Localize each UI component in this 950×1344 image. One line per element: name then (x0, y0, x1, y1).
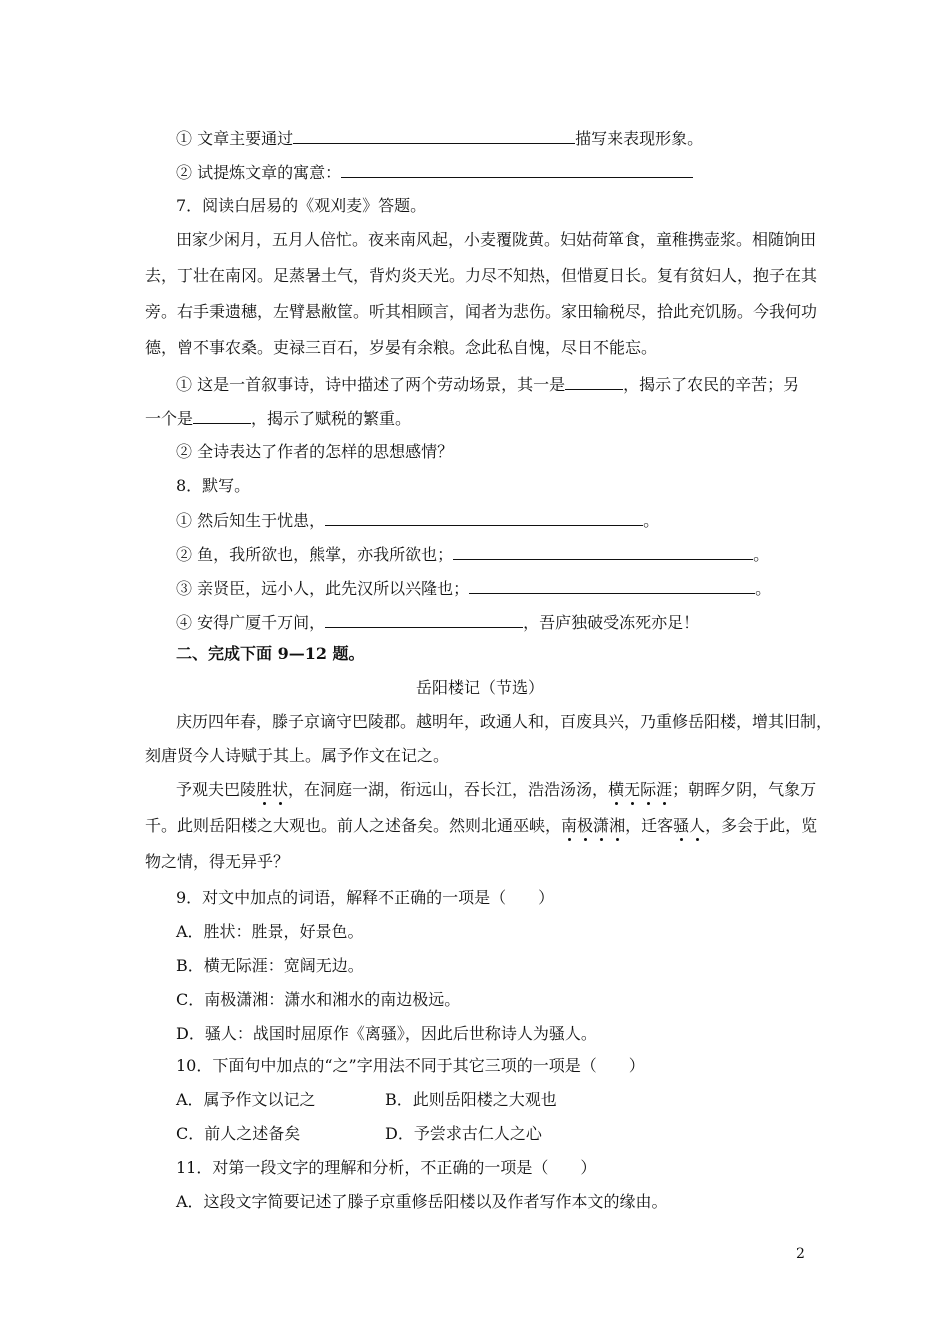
q9-option[interactable]: A．胜状：胜景，好景色。 (176, 922, 364, 941)
q8-item-2-post: 。 (753, 545, 770, 564)
emphasis-char: 南 (561, 816, 578, 835)
text-segment: ；朝晖夕阴，气象万 (672, 780, 817, 799)
text-segment: ，在洞庭一湖，衔远山，吞长江，浩浩汤汤， (288, 780, 609, 799)
answer-blank[interactable] (325, 510, 643, 526)
emphasis-char: 潇 (593, 816, 610, 835)
text-segment: ，多会于此，览 (705, 816, 818, 835)
emphasis-char: 骚 (673, 816, 690, 835)
q8-item-1 (176, 510, 846, 531)
answer-blank[interactable] (325, 612, 523, 628)
emphasis-char: 湘 (609, 816, 626, 835)
passage-line: 物之情，得无异乎？ (145, 852, 290, 871)
answer-blank[interactable] (341, 162, 693, 178)
emphasis-char: 际 (640, 780, 657, 799)
q7-title: 7．阅读白居易的《观刈麦》答题。 (176, 196, 427, 215)
q8-item-1-post: 。 (643, 511, 660, 530)
q7-item-1 (176, 374, 846, 395)
passage-line: 庆历四年春，滕子京谪守巴陵郡。越明年，政通人和，百废具兴，乃重修岳阳楼，增其旧制， (176, 712, 833, 731)
dotted-term (673, 816, 705, 835)
q8-item-3-post: 。 (755, 579, 772, 598)
emphasis-char: 极 (577, 816, 594, 835)
passage-line (176, 780, 846, 800)
q10-option-c[interactable]: C．前人之述备矣 (176, 1124, 301, 1143)
emphasis-char: 状 (272, 780, 289, 799)
poem-line: 田家少闲月，五月人倍忙。夜来南风起，小麦覆陇黄。妇姑荷箪食，童稚携壶浆。相随饷田 (176, 230, 817, 249)
q8-item-2-pre: ② 鱼，我所欲也，熊掌，亦我所欲也； (176, 545, 454, 564)
q9-option[interactable]: D．骚人：战国时屈原作《离骚》，因此后世称诗人为骚人。 (176, 1024, 597, 1043)
passage-line: 刻唐贤今人诗赋于其上。属予作文在记之。 (145, 746, 450, 765)
q9-option[interactable]: B．横无际涯：宽阔无边。 (176, 956, 364, 975)
emphasis-char: 胜 (256, 780, 273, 799)
q10-option-b[interactable]: B．此则岳阳楼之大观也 (385, 1090, 557, 1109)
q6-item-2-text: ② 试提炼文章的寓意： (176, 163, 342, 182)
passage-line (145, 816, 818, 836)
page-number: 2 (796, 1246, 805, 1262)
q8-item-4-pre: ④ 安得广厦千万间， (176, 613, 326, 632)
poem-line: 德，曾不事农桑。吏禄三百石，岁晏有余粮。念此私自愧，尽日不能忘。 (145, 338, 658, 357)
q6-item-2 (176, 162, 846, 183)
q8-item-4 (176, 612, 846, 633)
dotted-term (561, 816, 625, 835)
q7-item-2: ② 全诗表达了作者的怎样的思想感情？ (176, 442, 454, 461)
poem-line: 旁。右手秉遗穗，左臂悬敝筐。听其相顾言，闻者为悲伤。家田输税尽，拾此充饥肠。今我何功 (145, 302, 818, 321)
answer-blank[interactable] (193, 408, 251, 424)
q10-option-d[interactable]: D．予尝求古仁人之心 (385, 1124, 542, 1143)
emphasis-char: 横 (608, 780, 625, 799)
dotted-term (608, 780, 672, 799)
q8-item-2 (176, 544, 846, 565)
q7-item-1-text-d: ，揭示了赋税的繁重。 (251, 409, 412, 428)
poem-line: 去，丁壮在南冈。足蒸暑土气，背灼炎天光。力尽不知热，但惜夏日长。复有贫妇人，抱子在其 (145, 266, 818, 285)
q6-item-1 (176, 128, 846, 149)
q11-option-a[interactable]: A．这段文字简要记述了滕子京重修岳阳楼以及作者写作本文的缘由。 (176, 1192, 668, 1211)
text-segment: 予观夫巴陵 (176, 780, 257, 799)
q7-item-1-text-c: 一个是 (145, 409, 194, 428)
answer-blank[interactable] (469, 578, 755, 594)
q10-option-a[interactable]: A．属予作文以记之 (176, 1090, 316, 1109)
q8-item-4-post: ，吾庐独破受冻死亦足！ (523, 613, 700, 632)
q8-item-3 (176, 578, 846, 599)
q9-option[interactable]: C．南极潇湘：潇水和湘水的南边极远。 (176, 990, 461, 1009)
q8-title: 8．默写。 (176, 476, 251, 495)
q6-item-1-suffix: 描写来表现形象。 (575, 129, 704, 148)
q6-item-1-prefix: ① 文章主要通过 (176, 129, 294, 148)
text-segment: 千。此则岳阳楼之大观也。前人之述备矣。然则北通巫峡， (145, 816, 562, 835)
text-segment: ，迁客 (625, 816, 674, 835)
q8-item-3-pre: ③ 亲贤臣，远小人，此先汉所以兴隆也； (176, 579, 470, 598)
q10-title: 10．下面句中加点的“之”字用法不同于其它三项的一项是（ ） (176, 1056, 645, 1075)
answer-blank[interactable] (453, 544, 753, 560)
q9-title: 9．对文中加点的词语，解释不正确的一项是（ ） (176, 888, 555, 907)
answer-blank[interactable] (293, 128, 575, 144)
answer-blank[interactable] (565, 374, 623, 390)
q7-item-1-cont (145, 408, 815, 429)
q8-item-1-pre: ① 然后知生于忧患， (176, 511, 326, 530)
q11-title: 11．对第一段文字的理解和分析，不正确的一项是（ ） (176, 1158, 597, 1177)
emphasis-char: 无 (624, 780, 641, 799)
emphasis-char: 人 (689, 816, 706, 835)
dotted-term (256, 780, 288, 799)
q7-item-1-text-b: ，揭示了农民的辛苦；另 (623, 375, 800, 394)
passage-title: 岳阳楼记（节选） (415, 678, 544, 697)
emphasis-char: 涯 (656, 780, 673, 799)
section-heading: 二、完成下面 9—12 题。 (176, 644, 365, 663)
q7-item-1-text-a: ① 这是一首叙事诗，诗中描述了两个劳动场景，其一是 (176, 375, 566, 394)
